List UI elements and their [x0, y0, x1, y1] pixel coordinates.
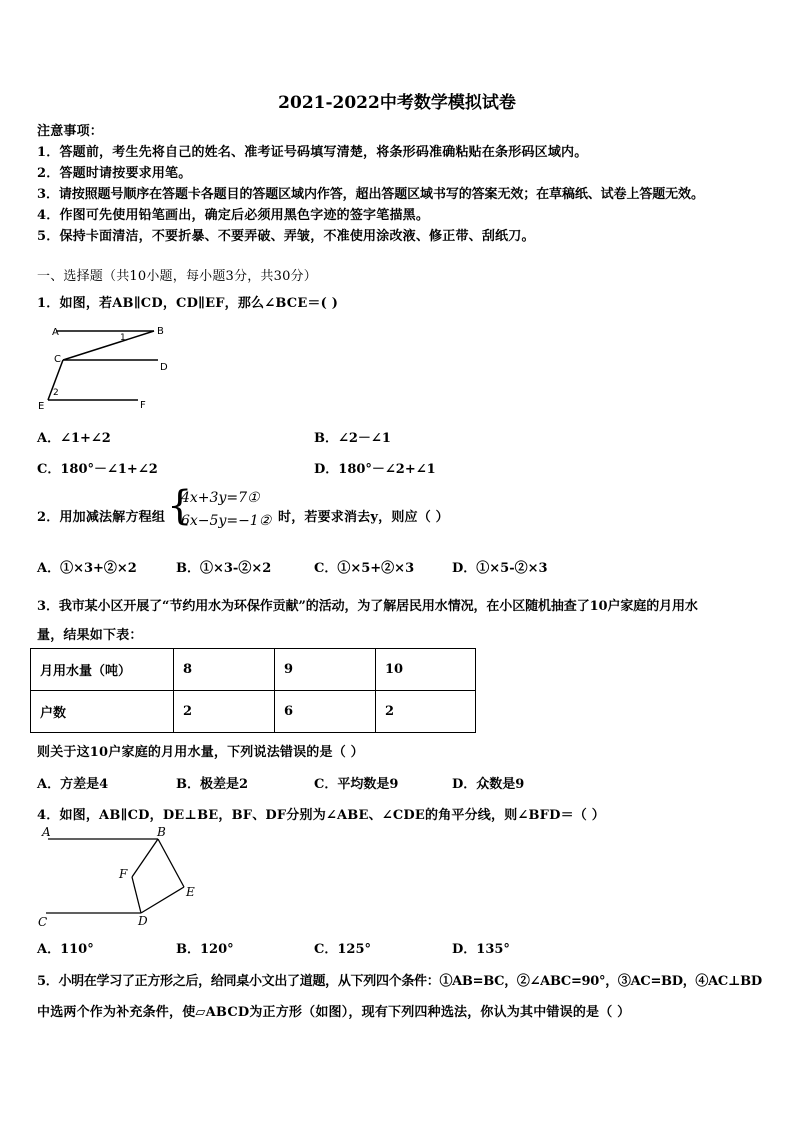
q2-option-d: D．①×5-②×3: [452, 561, 548, 576]
line-bc: [63, 331, 154, 360]
label-c: C: [38, 915, 48, 929]
angle-2-label: 2: [53, 388, 59, 398]
note-item-1: 1．答题前，考生先将自己的姓名、准考证号码填写清楚，将条形码准确粘贴在条形码区域内。: [37, 145, 588, 160]
q3-option-d: D．众数是9: [452, 777, 525, 792]
table-row: [31, 649, 476, 691]
q2-stem-post: 时，若要求消去y，则应（ ）: [278, 510, 449, 525]
q1-figure: [36, 320, 176, 415]
table-cell: 2: [376, 691, 476, 733]
label-d: D: [138, 914, 148, 928]
q2-system-brace: {: [167, 483, 193, 529]
q5-stem-line-1: 5．小明在学习了正方形之后，给同桌小文出了道题，从下列四个条件：①AB=BC，②∠ABC=90°，③AC=BD，④AC⊥BD: [37, 974, 762, 989]
q3-option-a: A．方差是4: [37, 777, 109, 792]
q3-stem-line-1: 3．我市某小区开展了“节约用水为环保作贡献”的活动，为了解居民用水情况，在小区随机抽查了10户家庭的月用水: [37, 599, 698, 614]
q4-option-a: A．110°: [37, 942, 94, 957]
q1-stem: 1．如图，若AB∥CD，CD∥EF，那么∠BCE＝( ): [37, 296, 339, 311]
table-cell: 月用水量（吨）: [31, 649, 174, 691]
q1-option-c: C．180°－∠1+∠2: [37, 462, 158, 477]
label-b: B: [157, 825, 166, 839]
label-a: A: [42, 825, 51, 839]
label-b: B: [157, 326, 164, 337]
page-title: 2021-2022中考数学模拟试卷: [278, 93, 516, 113]
notes-heading: 注意事项：: [37, 124, 104, 139]
line-be: [158, 839, 184, 887]
label-e: E: [38, 401, 45, 412]
note-item-3: 3．请按照题号顺序在答题卡各题目的答题区域内作答，超出答题区域书写的答案无效；在草稿纸、试卷上答题无效。: [37, 187, 704, 202]
q1-option-a: A．∠1+∠2: [37, 431, 111, 446]
q5-stem-line-2: 中选两个作为补充条件，使▱ABCD为正方形（如图），现有下列四种选法，你认为其中错误的是（ ）: [37, 1005, 631, 1020]
q4-stem: 4．如图，AB∥CD，DE⊥BE，BF、DF分别为∠ABE、∠CDE的角平分线，则∠BFD＝（ ）: [37, 808, 605, 823]
line-ed: [141, 887, 184, 913]
table-cell: 9: [275, 649, 376, 691]
table-cell: 2: [174, 691, 275, 733]
section-heading: 一、选择题（共10小题，每小题3分，共30分）: [37, 269, 317, 284]
q1-option-d: D．180°－∠2+∠1: [314, 462, 436, 477]
q4-option-d: D．135°: [452, 942, 510, 957]
label-c: C: [54, 354, 61, 365]
note-item-4: 4．作图可先使用铅笔画出，确定后必须用黑色字迹的签字笔描黑。: [37, 208, 430, 223]
note-item-5: 5．保持卡面清洁，不要折暴、不要弄破、弄皱，不准使用涂改液、修正带、刮纸刀。: [37, 229, 535, 244]
note-item-2: 2．答题时请按要求用笔。: [37, 166, 192, 181]
q2-option-a: A．①×3+②×2: [37, 561, 137, 576]
table-cell: 6: [275, 691, 376, 733]
q4-figure: [34, 823, 204, 931]
table-cell: 8: [174, 649, 275, 691]
table-cell: 户数: [31, 691, 174, 733]
q3-option-b: B．极差是2: [176, 777, 249, 792]
q4-option-c: C．125°: [314, 942, 371, 957]
q4-option-b: B．120°: [176, 942, 234, 957]
label-d: D: [160, 362, 168, 373]
angle-1-label: 1: [120, 333, 126, 343]
q3-water-table: [30, 648, 476, 733]
line-fd: [132, 877, 141, 913]
label-a: A: [52, 327, 59, 338]
label-f: F: [140, 400, 146, 411]
q2-option-b: B．①×3-②×2: [176, 561, 272, 576]
table-cell: 10: [376, 649, 476, 691]
q1-option-b: B．∠2－∠1: [314, 431, 391, 446]
q2-option-c: C．①×5+②×3: [314, 561, 415, 576]
line-bf: [132, 839, 158, 877]
label-f: F: [119, 867, 128, 881]
q3-option-c: C．平均数是9: [314, 777, 399, 792]
q2-equation-1: 4x+3y=7①: [181, 490, 260, 506]
q3-question: 则关于这10户家庭的月用水量，下列说法错误的是（ ）: [37, 745, 364, 760]
table-row: [31, 691, 476, 733]
label-e: E: [186, 885, 195, 899]
q2-stem-pre: 2．用加减法解方程组: [37, 510, 166, 525]
q3-stem-line-2: 量，结果如下表：: [37, 628, 143, 643]
q2-equation-2: 6x−5y=−1②: [181, 513, 272, 529]
